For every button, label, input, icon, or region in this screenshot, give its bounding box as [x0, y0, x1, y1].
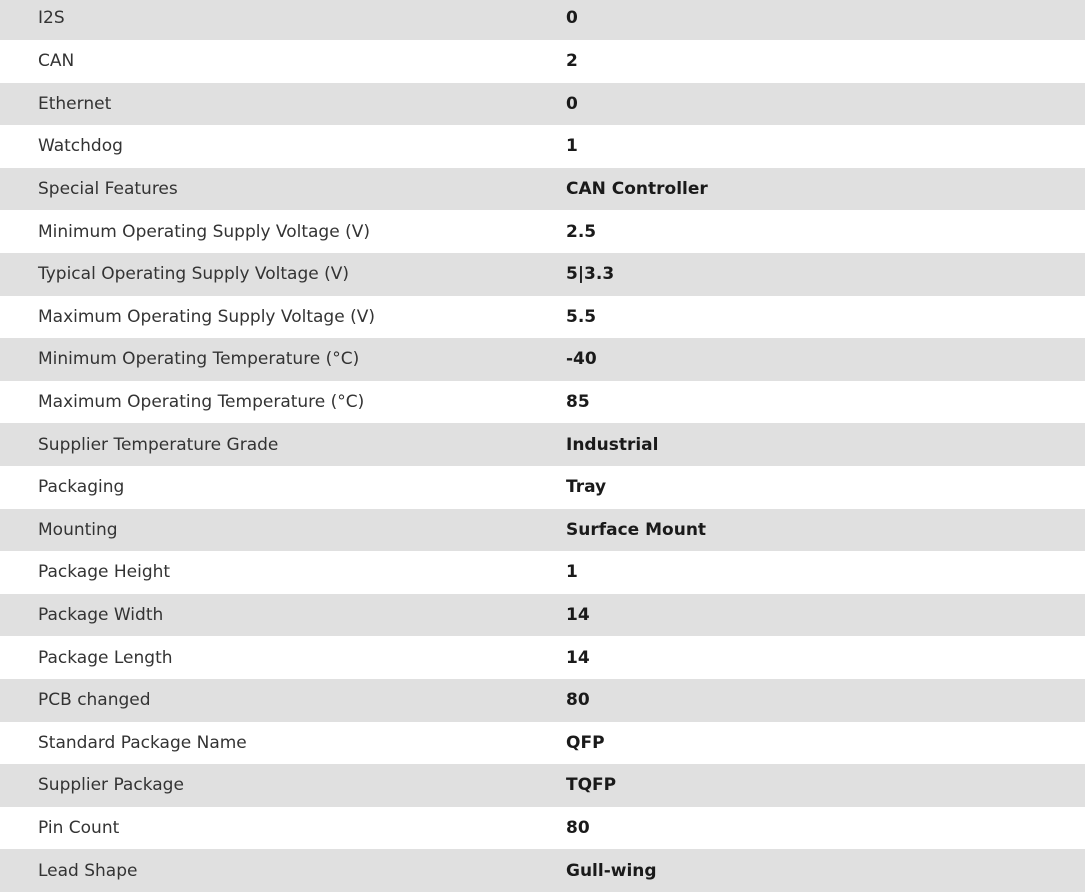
table-row	[0, 764, 1085, 807]
spec-value: QFP	[566, 732, 605, 753]
spec-label: Package Length	[38, 647, 173, 668]
spec-label: Maximum Operating Temperature (°C)	[38, 392, 365, 413]
spec-label: Pin Count	[38, 817, 120, 838]
spec-value: Tray	[566, 477, 607, 498]
table-row	[0, 849, 1085, 892]
spec-label: CAN	[38, 51, 75, 72]
spec-label: Ethernet	[38, 93, 112, 114]
spec-value: Surface Mount	[566, 519, 707, 540]
spec-value: 14	[566, 647, 590, 668]
spec-value: 2	[566, 51, 578, 72]
spec-label: Mounting	[38, 519, 118, 540]
spec-value: 2.5	[566, 221, 597, 242]
spec-value: CAN Controller	[566, 179, 708, 200]
table-row	[0, 381, 1085, 424]
table-row	[0, 466, 1085, 509]
spec-value: 5.5	[566, 306, 597, 327]
table-row	[0, 296, 1085, 339]
table-row	[0, 210, 1085, 253]
spec-label: I2S	[38, 8, 65, 28]
spec-label: Packaging	[38, 477, 125, 498]
spec-value: 1	[566, 562, 578, 583]
spec-label: Supplier Temperature Grade	[38, 434, 279, 455]
table-row	[0, 509, 1085, 552]
spec-value: 85	[566, 392, 590, 413]
table-row	[0, 551, 1085, 594]
table-row	[0, 722, 1085, 765]
table-row	[0, 253, 1085, 296]
spec-value: 0	[566, 8, 578, 28]
spec-label: Package Height	[38, 562, 171, 583]
table-row	[0, 83, 1085, 126]
spec-value: 1	[566, 136, 578, 157]
spec-value: 80	[566, 817, 590, 838]
spec-value: 0	[566, 93, 578, 114]
spec-value: 80	[566, 690, 590, 711]
spec-value: -40	[566, 349, 597, 370]
spec-value: TQFP	[566, 775, 617, 796]
table-row	[0, 594, 1085, 637]
table-row	[0, 0, 1085, 40]
spec-label: PCB changed	[38, 690, 151, 711]
spec-label: Supplier Package	[38, 775, 184, 796]
spec-label: Lead Shape	[38, 860, 138, 881]
spec-value: 5|3.3	[566, 264, 615, 285]
spec-label: Watchdog	[38, 136, 123, 157]
spec-label: Special Features	[38, 179, 178, 200]
spec-label: Minimum Operating Temperature (°C)	[38, 349, 360, 370]
table-row	[0, 807, 1085, 850]
spec-value: Gull-wing	[566, 860, 657, 881]
spec-value: 14	[566, 605, 590, 626]
table-row	[0, 423, 1085, 466]
table-row	[0, 679, 1085, 722]
spec-label: Package Width	[38, 605, 164, 626]
spec-label: Typical Operating Supply Voltage (V)	[38, 264, 349, 285]
spec-value: Industrial	[566, 434, 659, 455]
spec-label: Minimum Operating Supply Voltage (V)	[38, 221, 370, 242]
table-row	[0, 636, 1085, 679]
spec-label: Standard Package Name	[38, 732, 247, 753]
table-row	[0, 338, 1085, 381]
table-row	[0, 168, 1085, 211]
spec-label: Maximum Operating Supply Voltage (V)	[38, 306, 375, 327]
table-row	[0, 40, 1085, 83]
table-row	[0, 125, 1085, 168]
